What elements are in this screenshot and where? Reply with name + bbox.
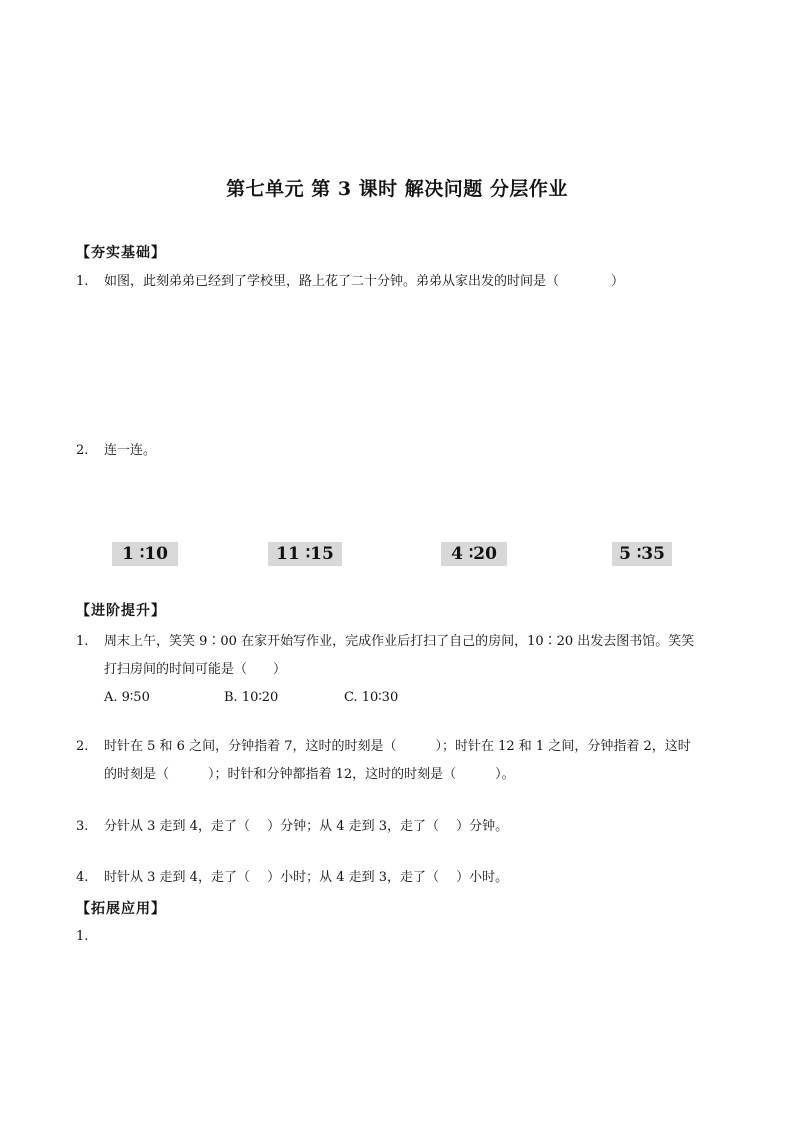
- question-text: 分针从 3 走到 4，走了（ ）分钟；从 4 走到 3，走了（ ）分钟。: [104, 819, 509, 834]
- option-b: B. 10∶20: [224, 690, 279, 705]
- question-number: 1.: [76, 929, 89, 944]
- section-extension-heading: 【拓展应用】: [76, 901, 166, 917]
- advanced-question-2: [76, 733, 736, 789]
- question-number: 2.: [76, 739, 89, 754]
- question-number: 1.: [76, 274, 89, 289]
- basic-question-2: [76, 437, 736, 465]
- section-advanced-heading: 【进阶提升】: [76, 603, 166, 619]
- basic-question-1: [76, 268, 736, 296]
- question-number: 2.: [76, 443, 89, 458]
- answer-options: [76, 684, 736, 712]
- question-number: 3.: [76, 819, 89, 834]
- advanced-question-3: [76, 813, 736, 841]
- question-text: 连一连。: [104, 443, 157, 458]
- question-text: 如图，此刻弟弟已经到了学校里，路上花了二十分钟。弟弟从家出发的时间是（ ）: [104, 274, 625, 289]
- time-label-2: 11 ∶15: [268, 542, 342, 566]
- question-text-line-1: 时针在 5 和 6 之间，分钟指着 7，这时的时刻是（ ）；时针在 12 和 1 之间，分钟指着 2，这时: [104, 739, 691, 754]
- advanced-question-1: [76, 628, 736, 712]
- question-text-line-2: 打扫房间的时间可能是（ ）: [104, 662, 287, 677]
- option-c: C. 10∶30: [344, 690, 399, 705]
- question-text-line-1: 周末上午，笑笑 9∶00 在家开始写作业，完成作业后打扫了自己的房间，10∶20 出发去图书馆。笑笑: [104, 634, 695, 649]
- time-label-1: 1 ∶10: [112, 542, 178, 566]
- question-text-line-2: 的时刻是（ ）；时针和分钟都指着 12，这时的时刻是（ ）。: [104, 767, 515, 782]
- page-title: 第七单元 第 3 课时 解决问题 分层作业: [226, 178, 568, 200]
- advanced-question-4: [76, 864, 736, 892]
- question-number: 1.: [76, 634, 89, 649]
- section-basic-heading: 【夯实基础】: [76, 245, 166, 261]
- time-label-3: 4 ∶20: [441, 542, 507, 566]
- question-number: 4.: [76, 870, 89, 885]
- option-a: A. 9∶50: [104, 690, 150, 705]
- question-text: 时针从 3 走到 4，走了（ ）小时；从 4 走到 3，走了（ ）小时。: [104, 870, 509, 885]
- extension-question-1: [76, 923, 736, 951]
- time-label-4: 5 ∶35: [612, 542, 672, 566]
